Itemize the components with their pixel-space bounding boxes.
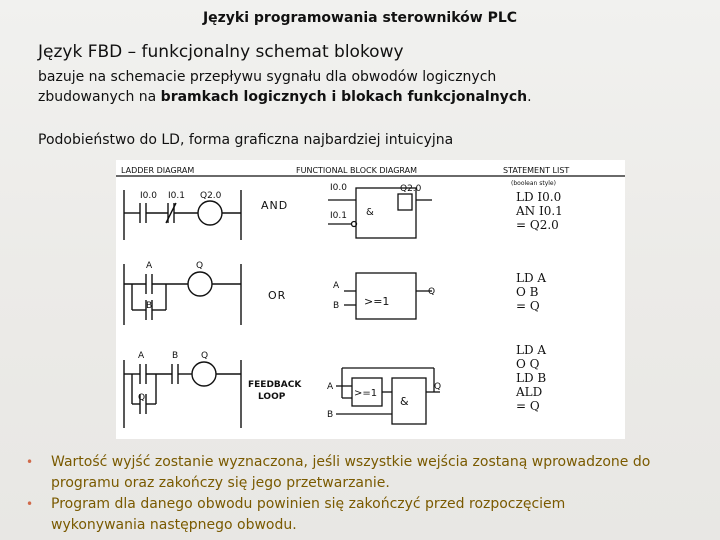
stl3-line-3: LD B	[516, 371, 547, 385]
bullet-list	[26, 452, 706, 536]
stl-row-3	[515, 343, 546, 413]
fbd2-input-a-label: A	[333, 281, 340, 291]
fbd2-input-b-label: B	[333, 301, 340, 311]
bullet-item	[26, 452, 706, 494]
op-label-loop: LOOP	[258, 392, 286, 402]
description-line-1: bazuje na schemacie przepływu sygnału dla obwodów logicznych	[38, 69, 497, 85]
stl3-line-2: O Q	[516, 357, 540, 371]
plc-language-comparison-figure	[116, 160, 625, 439]
slide-subtitle: Język FBD – funkcjonalny schemat blokowy	[38, 42, 404, 62]
description-line-2	[38, 87, 698, 107]
figure-header	[116, 166, 625, 187]
stl3-line-5: = Q	[516, 399, 540, 413]
ld3-coil-label: Q	[201, 351, 209, 361]
fbd3-output-label: Q	[434, 382, 442, 392]
bullet-line: programu oraz zakończy się jego przetwarzanie.	[51, 475, 390, 491]
fbd1-gate-symbol: &	[366, 207, 374, 218]
ld3-feedback-contact-label: Q	[138, 393, 146, 403]
fbd-feedback-blocks	[336, 368, 440, 424]
fbd2-output-label: Q	[428, 287, 436, 297]
description-bold: bramkach logicznych i blokach funkcjonalnych	[160, 89, 528, 105]
description-end: .	[527, 89, 532, 105]
op-label-and: AND	[261, 199, 289, 212]
bullet-item	[26, 494, 706, 536]
ld3-contact-a-label: A	[138, 351, 145, 361]
ld1-contact-b-label: I0.1	[168, 191, 185, 201]
stl1-line-2: AN I0.1	[516, 204, 563, 218]
op-label-or: OR	[268, 289, 287, 302]
stl1-line-1: LD I0.0	[516, 190, 562, 204]
ld2-contact-b-label: B	[146, 301, 153, 311]
stl2-line-1: LD A	[516, 271, 547, 285]
similarity-note: Podobieństwo do LD, forma graficzna najbardziej intuicyjna	[38, 132, 454, 148]
fbd1-input-b-label: I0.1	[330, 211, 347, 221]
fbd1-output-label: Q2.0	[400, 184, 422, 194]
stl1-line-3: = Q2.0	[516, 218, 559, 232]
bullet-marker: •	[26, 497, 34, 511]
header-statement-list: STATEMENT LIST	[503, 166, 570, 175]
description-plain: zbudowanych na	[38, 89, 161, 105]
stl2-line-3: = Q	[516, 299, 540, 313]
ld2-coil-label: Q	[196, 261, 204, 271]
ld1-contact-a-label: I0.0	[140, 191, 157, 201]
fbd3-input-a-label: A	[327, 382, 334, 392]
slide-description	[38, 67, 698, 107]
fbd1-input-a-label: I0.0	[330, 183, 347, 193]
ladder-row-or	[124, 264, 241, 325]
fbd2-gate-symbol: >=1	[364, 295, 390, 308]
slide-title: Języki programowania sterowników PLC	[202, 10, 518, 26]
bullet-marker: •	[26, 455, 34, 469]
header-functional-block-diagram: FUNCTIONAL BLOCK DIAGRAM	[296, 166, 418, 175]
bullet-line: Program dla danego obwodu powinien się zakończyć przed rozpoczęciem	[51, 496, 566, 512]
bullet-line: Wartość wyjść zostanie wyznaczona, jeśli wszystkie wejścia zostaną wprowadzone do	[51, 454, 651, 470]
fbd3-and-gate-symbol: &	[400, 395, 409, 408]
stl-row-2	[516, 271, 546, 313]
stl3-line-1: LD A	[516, 343, 547, 357]
stl2-line-2: O B	[516, 285, 539, 299]
bullet-line: wykonywania następnego obwodu.	[51, 517, 297, 533]
ld2-contact-a-label: A	[146, 261, 153, 271]
stl-row-1	[515, 190, 563, 232]
stl3-line-4: ALD	[516, 385, 543, 399]
fbd3-input-b-label: B	[327, 410, 334, 420]
fbd3-or-gate-symbol: >=1	[354, 388, 378, 399]
op-label-feedback: FEEDBACK	[248, 380, 302, 390]
ld3-contact-b-label: B	[172, 351, 179, 361]
stl-note: (boolean style)	[511, 180, 556, 187]
header-ladder-diagram: LADDER DIAGRAM	[121, 166, 195, 175]
ld1-coil-label: Q2.0	[200, 191, 222, 201]
